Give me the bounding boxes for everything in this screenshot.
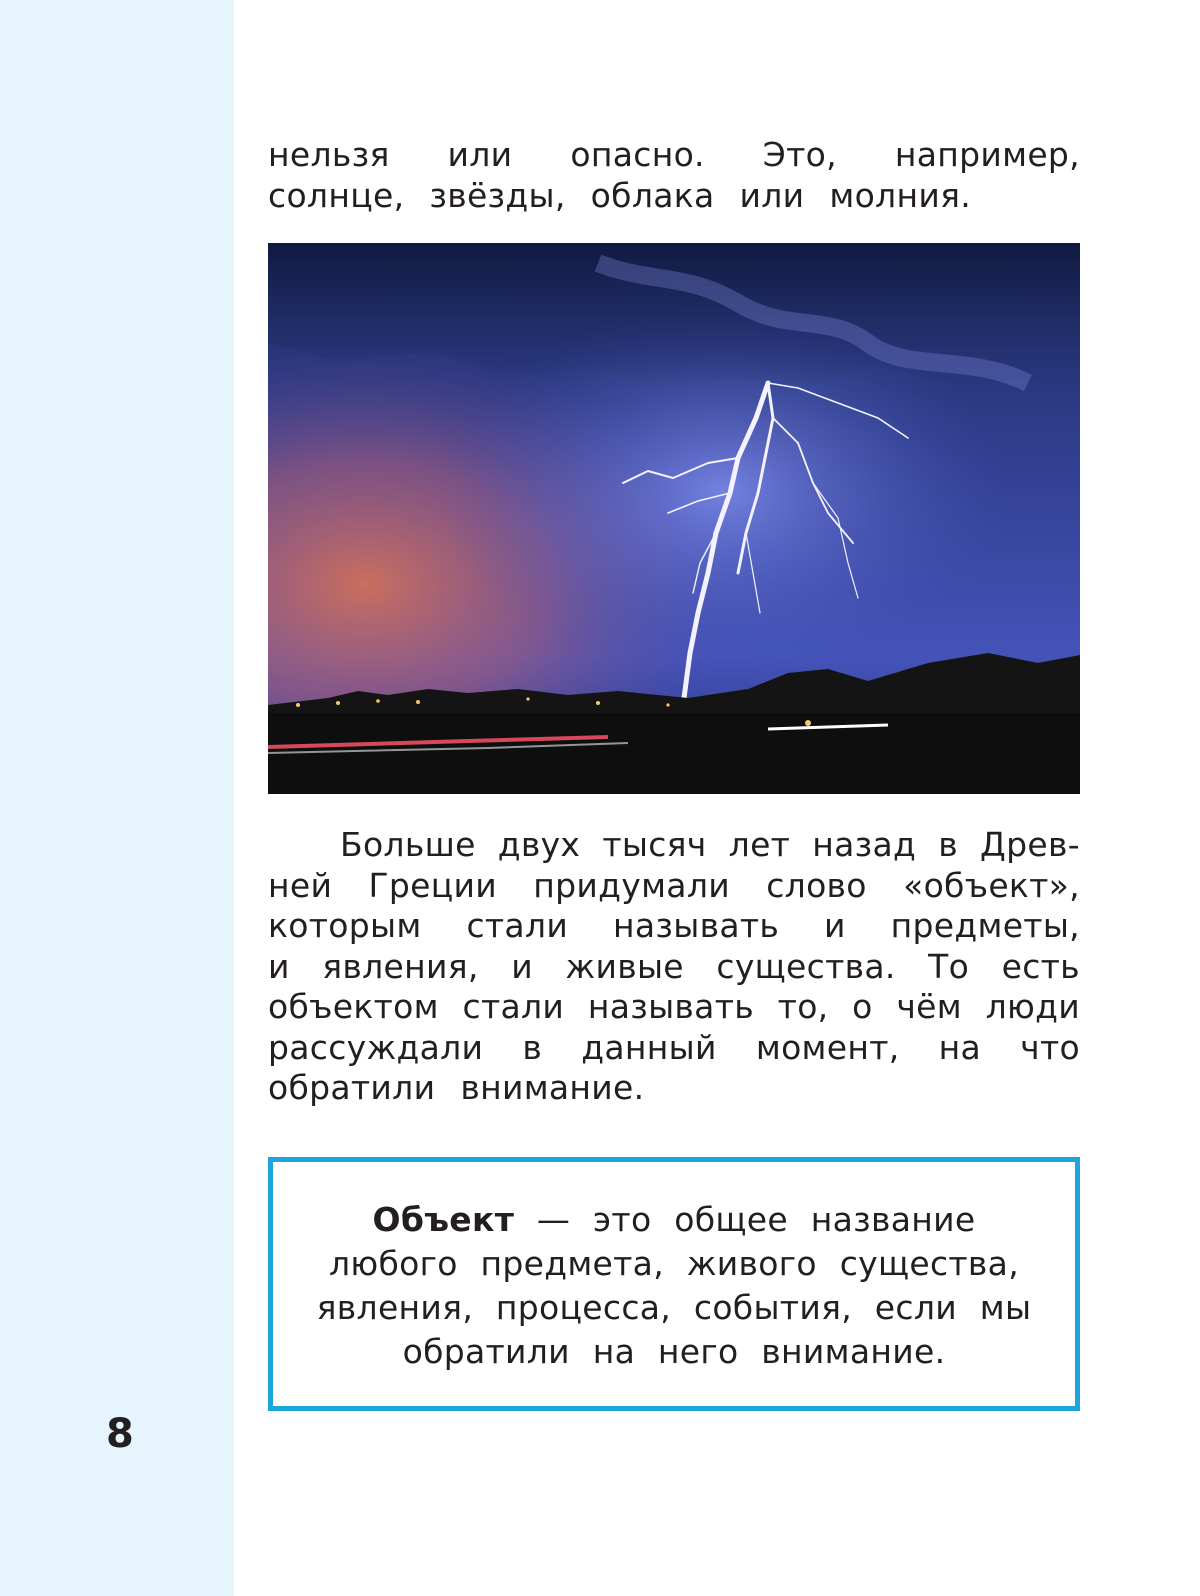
text-line: [268, 866, 1080, 907]
word: данный: [581, 1027, 717, 1067]
word: То: [928, 946, 970, 986]
word: объектом: [268, 987, 439, 1026]
definition-text: [309, 1198, 1039, 1374]
word: или: [447, 135, 513, 174]
word: обратили: [268, 1068, 436, 1107]
word: двух: [497, 825, 581, 864]
text-line: [268, 135, 1080, 176]
word: то,: [777, 987, 829, 1026]
word: и: [824, 906, 846, 945]
word: в: [522, 1027, 543, 1067]
word: и: [268, 946, 290, 986]
word: назад: [812, 825, 917, 864]
word: в: [938, 825, 958, 864]
word: тысяч: [602, 825, 707, 864]
word: нельзя: [268, 135, 390, 174]
word: рассуждали: [268, 1027, 484, 1067]
text-line: [268, 947, 1080, 988]
word: стали: [462, 987, 565, 1026]
word: молния.: [829, 175, 972, 215]
definition-box: [268, 1157, 1080, 1411]
word: момент,: [755, 1027, 900, 1067]
text-line: [268, 1068, 1080, 1109]
word: лет: [728, 825, 791, 864]
word: называть: [612, 906, 780, 945]
word: существа.: [716, 946, 896, 986]
word: есть: [1001, 946, 1080, 986]
word: Древ-: [980, 825, 1080, 864]
definition-line-1-rest: — это общее название: [514, 1200, 976, 1239]
word: слово: [766, 865, 867, 905]
margin-strip: [0, 0, 234, 1596]
word: звёзды,: [429, 175, 566, 215]
word: которым: [268, 906, 422, 945]
word: люди: [985, 987, 1080, 1026]
word: солнце,: [268, 175, 405, 215]
definition-term: Объект: [372, 1200, 515, 1239]
definition-line: явления, процесса, события, если мы: [316, 1288, 1032, 1327]
top-text: [268, 135, 1080, 216]
word: и: [511, 946, 533, 986]
word: предметы,: [890, 906, 1080, 945]
text-line: [268, 825, 1080, 866]
word: называть: [587, 987, 754, 1026]
paragraph-text: [268, 825, 1080, 1109]
word: стали: [466, 906, 569, 945]
word: или: [739, 175, 805, 215]
word: о: [852, 987, 873, 1026]
word: внимание.: [460, 1068, 645, 1107]
definition-line: [309, 1198, 1039, 1242]
text-line: [268, 987, 1080, 1028]
word: ней: [268, 865, 333, 905]
word: Больше: [340, 825, 476, 864]
word: «объект»,: [903, 865, 1080, 905]
text-line: [268, 176, 1080, 217]
lightning-photo: [268, 243, 1080, 794]
word: чём: [896, 987, 962, 1026]
word: на: [938, 1027, 982, 1067]
word: придумали: [533, 865, 730, 905]
word: облака: [590, 175, 715, 215]
definition-line: любого предмета, живого существа,: [328, 1244, 1019, 1283]
word: Это,: [762, 135, 837, 174]
word: опасно.: [570, 135, 705, 174]
ground: [268, 713, 1080, 794]
word: Греции: [368, 865, 498, 905]
text-line: [268, 906, 1080, 947]
definition-line: обратили на него внимание.: [402, 1332, 946, 1371]
text-line: [268, 1028, 1080, 1069]
word: например,: [894, 135, 1080, 174]
word: живые: [565, 946, 684, 986]
word: явления,: [322, 946, 479, 986]
word: что: [1020, 1027, 1080, 1067]
page-number: 8: [106, 1411, 134, 1457]
